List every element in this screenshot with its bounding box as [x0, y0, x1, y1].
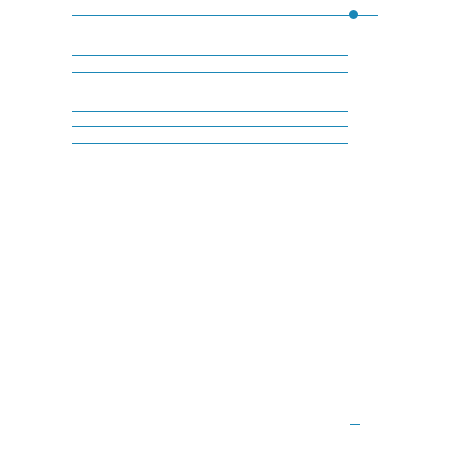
section-rule [72, 55, 348, 56]
toc-section-annales-2021[interactable] [72, 59, 348, 72]
header-rule [72, 15, 378, 16]
section-rule [72, 72, 348, 73]
toc-part-title[interactable] [72, 98, 348, 110]
header-dot-icon [349, 10, 358, 19]
footer-rule [350, 424, 360, 425]
toc-section-psychologue[interactable] [72, 113, 348, 126]
toc-section-entretien-jury[interactable] [72, 130, 348, 143]
table-of-contents [72, 40, 348, 147]
section-rule [72, 126, 348, 127]
toc-section-annales-2022[interactable] [72, 42, 348, 55]
part-rule [72, 111, 348, 112]
toc-part-number [72, 88, 348, 98]
section-rule [72, 143, 348, 144]
